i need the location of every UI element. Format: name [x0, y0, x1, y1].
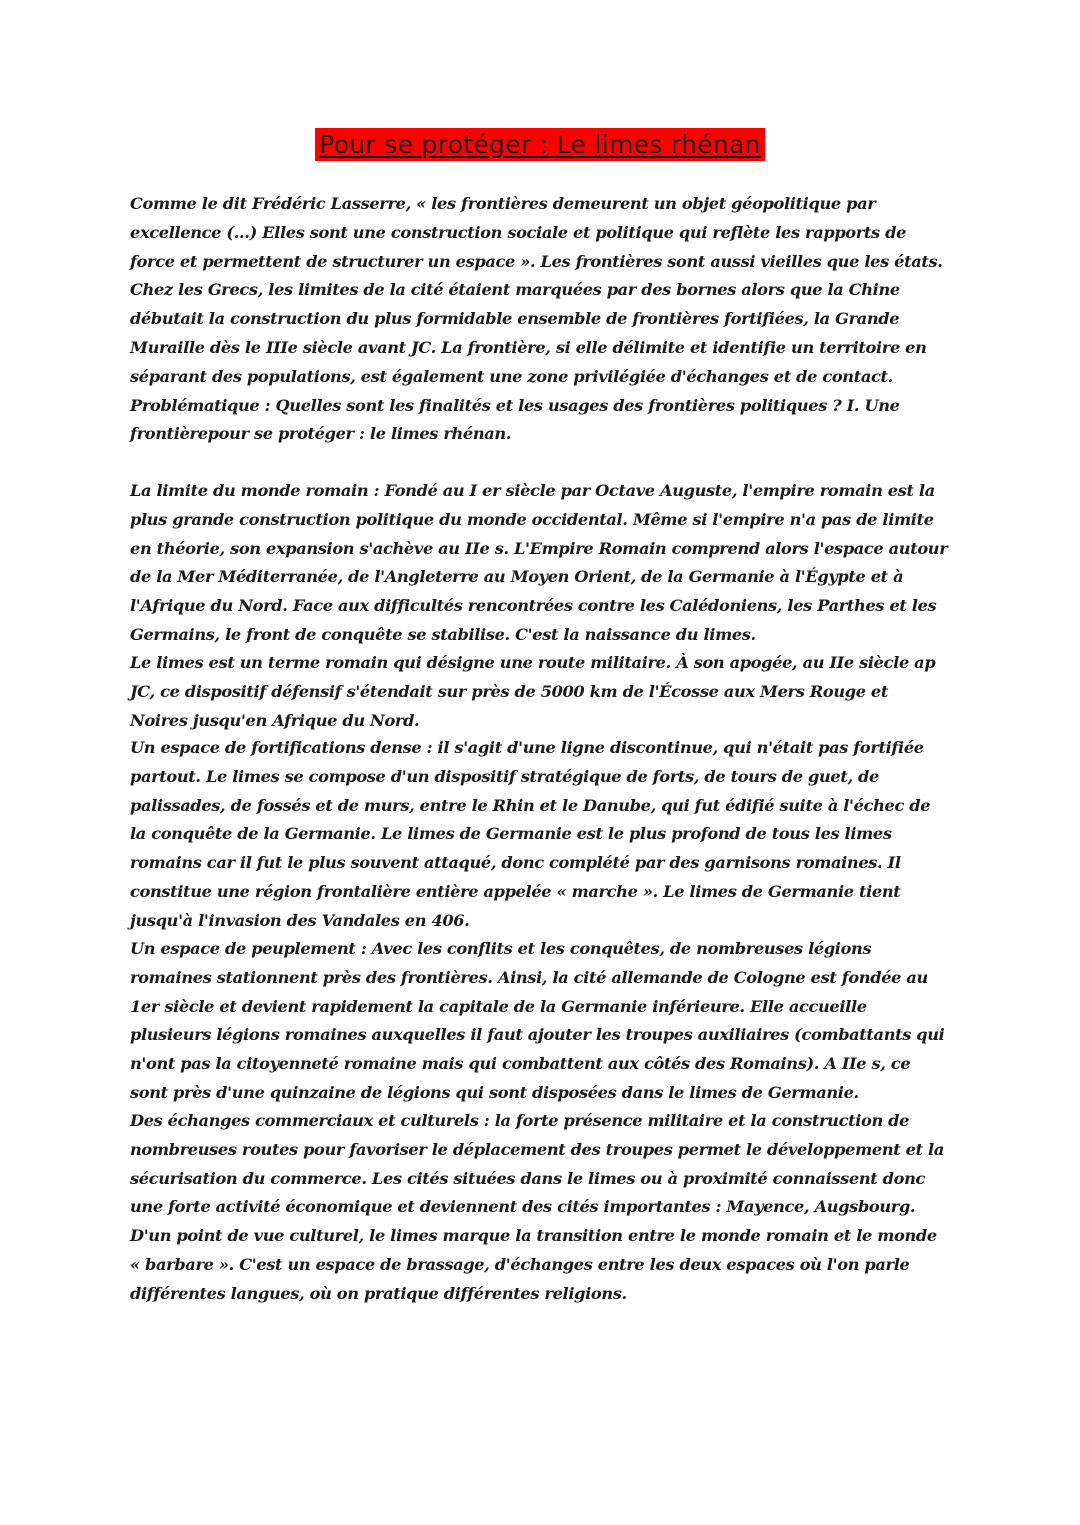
title-container: [0, 128, 1080, 161]
paragraph-definition-limes: Le limes est un terme romain qui désigne une route militaire. À son apogée, au IIe siècle ap JC, ce dispositif défensif s'étendait sur près de 5000 km de l'Écosse aux Mers Rouge et Noires jusqu'en Afrique du Nord.: [130, 653, 936, 730]
paragraph-echanges: Des échanges commerciaux et culturels : la forte présence militaire et la construction de nombreuses routes pour favoriser le déplacement des troupes permet le développement et la sécurisation du commerce. Les cités situées dans le limes ou à proximité connaissent donc une forte activité économique et deviennent des cités importantes : Mayence, Augsbourg. D'un point de vue culturel, le limes marque la transition entre le monde romain et le monde « barbare ». C'est un espace de brassage, d'échanges entre les deux espaces où l'on parle différentes langues, où on pratique différentes religions.: [130, 1111, 944, 1303]
paragraph-introduction: Comme le dit Frédéric Lasserre, « les frontières demeurent un objet géopolitique par excellence (...) Elles sont une construction sociale et politique qui reflète les rapports de force et permettent de structurer un espace ». Les frontières sont aussi vieilles que les états. Chez les Grecs, les limites de la cité étaient marquées par des bornes alors que la Chine débutait la construction du plus formidable ensemble de frontières fortifiées, la Grande Muraille dès le IIIe siècle avant JC. La frontière, si elle délimite et identifie un territoire en séparant des populations, est également une zone privilégiée d'échanges et de contact. Problématique : Quelles sont les finalités et les usages des frontières politiques ? I. Une frontièrepour se protéger : le limes rhénan.: [130, 194, 943, 444]
page-title: Pour se protéger : Le limes rhénan: [315, 128, 765, 161]
paragraph-peuplement: Un espace de peuplement : Avec les conflits et les conquêtes, de nombreuses légions romaines stationnent près des frontières. Ainsi, la cité allemande de Cologne est fondée au 1er siècle et devient rapidement la capitale de la Germanie inférieure. Elle accueille plusieurs légions romaines auxquelles il faut ajouter les troupes auxiliaires (combattants qui n'ont pas la citoyenneté romaine mais qui combattent aux côtés des Romains). A IIe s, ce sont près d'une quinzaine de légions qui sont disposées dans le limes de Germanie.: [130, 939, 945, 1102]
paragraph-limite-monde-romain: La limite du monde romain : Fondé au I er siècle par Octave Auguste, l'empire romain est la plus grande construction politique du monde occidental. Même si l'empire n'a pas de limite en théorie, son expansion s'achève au IIe s. L'Empire Romain comprend alors l'espace autour de la Mer Méditerranée, de l'Angleterre au Moyen Orient, de la Germanie à l'Égypte et à l'Afrique du Nord. Face aux difficultés rencontrées contre les Calédoniens, les Parthes et les Germains, le front de conquête se stabilise. C'est la naissance du limes.: [130, 481, 948, 644]
paragraph-fortifications: Un espace de fortifications dense : il s'agit d'une ligne discontinue, qui n'était pas fortifiée partout. Le limes se compose d'un dispositif stratégique de forts, de tours de guet, de palissades, de fossés et de murs, entre le Rhin et le Danube, qui fut édifié suite à l'échec de la conquête de la Germanie. Le limes de Germanie est le plus profond de tous les limes romains car il fut le plus souvent attaqué, donc complété par des garnisons romaines. Il constitue une région frontalière entière appelée « marche ». Le limes de Germanie tient jusqu'à l'invasion des Vandales en 406.: [130, 738, 931, 930]
